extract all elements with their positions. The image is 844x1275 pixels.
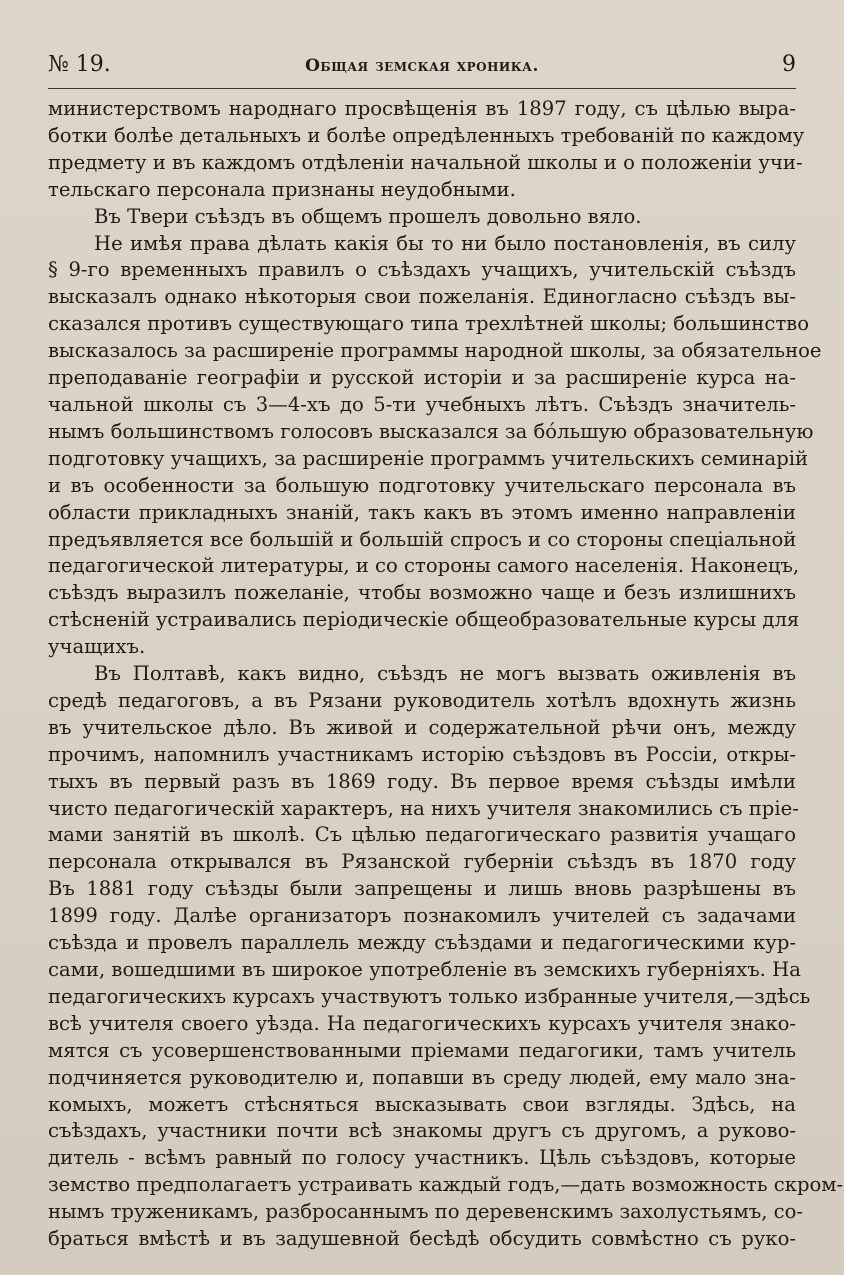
text-line: подготовку учащихъ, за расширеніе программъ учительскихъ семинарій [48,446,809,470]
text-line: § 9-го временныхъ правилъ о съѣздахъ учащихъ, учительскій съѣздъ [48,258,796,282]
text-line: съѣздъ выразилъ пожеланіе, чтобы возможно чаще и безъ излишнихъ [48,581,796,605]
text-line: чисто педагогическій характеръ, на нихъ учителя знакомились съ пріе- [48,796,799,820]
text-line: 1899 году. Далѣе организаторъ познакомилъ учителей съ задачами [48,904,796,928]
text-line: ботки болѣе детальныхъ и болѣе опредѣленныхъ требованій по каждому [48,123,805,147]
text-line: сказался противъ существующаго типа трехлѣтней школы; большинство [48,312,809,336]
text-line: предъявляется все большій и большій спросъ и со стороны спеціальной [48,527,797,551]
text-line: предмету и въ каждомъ отдѣленіи начальной школы и о положеніи учи- [48,150,803,174]
text-line: министерствомъ народнаго просвѣщенія въ 1897 году, съ цѣлью выра- [48,97,796,120]
text-line: области прикладныхъ знаній, такъ какъ въ этомъ именно направленіи [48,500,796,524]
text-line: высказалось за расширеніе программы народной школы, за обязательное [48,339,822,363]
text-line: и въ особенности за большую подготовку учительскаго персонала въ [48,473,796,497]
text-line: мятся съ усовершенствованными пріемами педагогики, тамъ учитель [48,1038,796,1062]
text-line: персонала открывался въ Рязанской губерніи съѣздъ въ 1870 году [48,850,796,874]
text-line: дитель - всѣмъ равный по голосу участникъ. Цѣль съѣздовъ, которые [48,1146,796,1170]
text-line: комыхъ, можетъ стѣсняться высказывать свои взгляды. Здѣсь, на [48,1092,796,1116]
text-line: прочимъ, напомнилъ участникамъ исторію съѣздовъ въ Россіи, откры- [48,742,796,766]
text-line: нымъ труженикамъ, разбросаннымъ по деревенскимъ захолустьямъ, со- [48,1200,804,1224]
text-line: стѣсненій устраивались періодическіе общеобразовательные курсы для [48,608,800,632]
text-line: чальной школы съ 3—4-хъ до 5-ти учебныхъ лѣтъ. Съѣздъ значитель- [48,392,796,416]
text-line: мами занятій въ школѣ. Съ цѣлью педагогическаго развитія учащаго [48,823,796,847]
section-title: Общая земская хроника. [305,56,539,76]
text-line: тельскаго персонала признаны неудобными. [48,177,516,201]
text-line: педагогической литературы, и со стороны самого населенія. Наконецъ, [48,554,800,578]
text-line: высказалъ однако нѣкоторыя свои пожеланія. Единогласно съѣздъ вы- [48,285,796,309]
text-line: всѣ учителя своего уѣзда. На педагогическихъ курсахъ учителя знако- [48,1011,796,1035]
text-line: преподаваніе географіи и русской исторіи и за расширеніе курса на- [48,366,796,390]
text-line: педагогическихъ курсахъ участвуютъ только избранные учителя,—здѣсь [48,984,811,1008]
text-line: подчиняется руководителю и, попавши въ среду людей, ему мало зна- [48,1065,796,1089]
text-line: сами, вошедшими въ широкое употребленіе въ земскихъ губерніяхъ. На [48,958,801,981]
header-rule [48,88,796,89]
issue-number: № 19. [48,52,111,77]
running-header [48,52,796,84]
text-line: съѣздахъ, участники почти всѣ знакомы другъ съ другомъ, а руково- [48,1119,796,1143]
text-line: тыхъ въ первый разъ въ 1869 году. Въ первое время съѣзды имѣли [48,769,796,793]
text-line: земство предполагаетъ устраивать каждый годъ,—дать возможность скром- [48,1173,844,1197]
text-line: учащихъ. [48,635,146,659]
text-line: средѣ педагоговъ, а въ Рязани руководитель хотѣлъ вдохнуть жизнь [48,688,796,712]
body-text [48,96,844,1253]
page-number: 9 [782,52,796,77]
text-line: Въ Твери съѣздъ въ общемъ прошелъ довольно вяло. [94,204,642,228]
text-line: нымъ большинствомъ голосовъ высказался за бóльшую образовательную [48,419,814,443]
text-line: Въ Полтавѣ, какъ видно, съѣздъ не могъ вызвать оживленія въ [94,662,796,686]
text-line: браться вмѣстѣ и въ задушевной бесѣдѣ обсудить совмѣстно съ руко- [48,1227,796,1251]
text-line: Въ 1881 году съѣзды были запрещены и лишь вновь разрѣшены въ [48,877,796,901]
text-line: въ учительское дѣло. Въ живой и содержательной рѣчи онъ, между [48,715,796,739]
text-line: съѣзда и провелъ параллель между съѣздами и педагогическими кур- [48,931,796,955]
text-line: Не имѣя права дѣлать какія бы то ни было постановленія, въ силу [94,231,796,255]
